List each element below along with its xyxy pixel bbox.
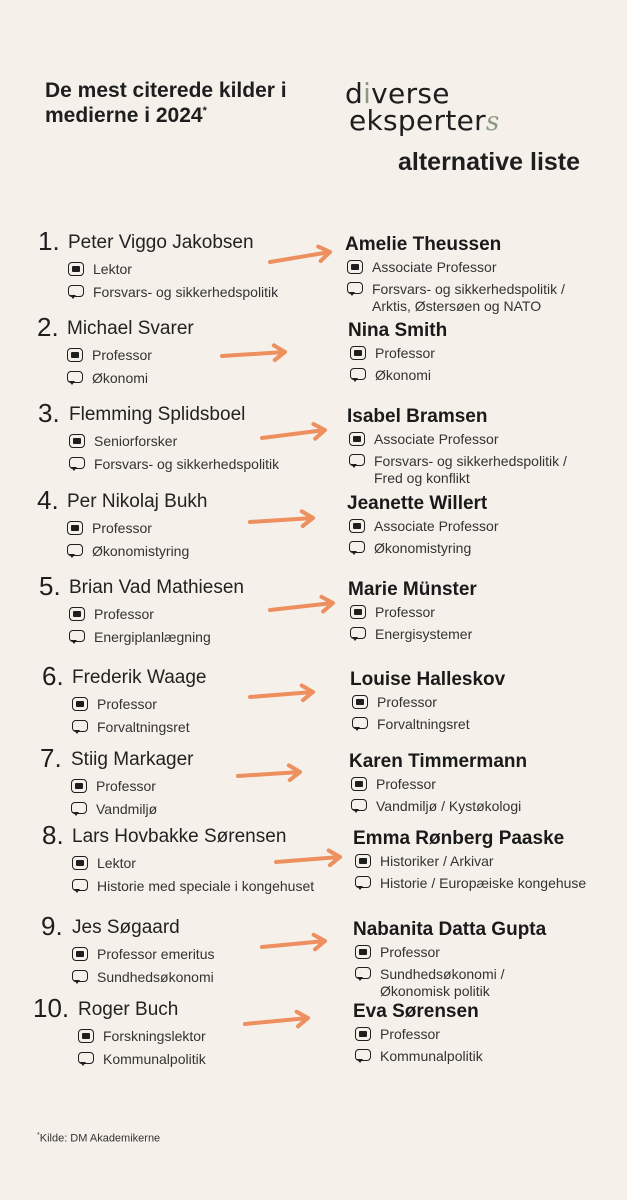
left-expert-name: Flemming Splidsboel [69,404,246,425]
rank-number: 3. [38,398,60,428]
arrow-right-icon [270,843,350,876]
right-expert-field [351,798,521,815]
right-expert-name: Marie Münster [348,579,477,600]
rank-number: 7. [40,743,62,773]
briefcase-icon [68,262,84,276]
speech-bubble-icon [78,1052,94,1066]
arrow-right-icon [256,927,335,961]
briefcase-icon [350,605,366,619]
right-expert-title-text: Associate Professor [374,431,499,447]
right-expert-title [347,259,497,276]
left-expert-title [72,696,157,713]
right-expert-field [349,540,471,557]
speech-bubble-icon [355,967,371,981]
right-expert-field-text: Sundhedsøkonomi / Økonomisk politik [380,966,505,999]
arrow-right-icon [264,589,343,624]
left-expert-field [72,969,214,986]
rank-number: 2. [37,312,59,342]
briefcase-icon [72,856,88,870]
left-expert-title [78,1028,206,1045]
left-expert-field-text: Kommunalpolitik [103,1051,206,1067]
rank-number: 5. [39,571,61,601]
left-expert-field-text: Forsvars- og sikkerhedspolitik [94,456,280,472]
left-expert-title [68,261,132,278]
briefcase-icon [349,432,365,446]
speech-bubble-icon [69,630,85,644]
right-expert-field-text: Økonomistyring [374,540,472,556]
right-expert-title-text: Professor [375,345,435,361]
left-expert-field-text: Sundhedsøkonomi [97,969,214,985]
right-expert-field-text: Historie / Europæiske kongehuse [380,875,587,891]
right-expert-title [349,431,499,448]
right-expert-field [349,453,567,487]
right-expert-field [355,1048,483,1065]
left-expert-name: Per Nikolaj Bukh [67,491,208,512]
right-expert-title-text: Historiker / Arkivar [380,853,494,869]
right-expert-field-text: Energisystemer [375,626,473,642]
right-expert-title-text: Professor [377,694,437,710]
right-expert-name: Karen Timmermann [349,751,528,772]
briefcase-icon [72,697,88,711]
right-expert-title [351,776,436,793]
speech-bubble-icon [350,627,366,641]
left-expert-title [69,433,177,450]
right-expert-field-text: Forvaltningsret [377,716,470,732]
arrow-right-icon [264,238,340,276]
left-expert-title [72,855,136,872]
briefcase-icon [355,1027,371,1041]
briefcase-icon [355,854,371,868]
speech-bubble-icon [355,1049,371,1063]
right-expert-title [349,518,499,535]
right-expert-title-text: Professor [380,944,440,960]
briefcase-icon [351,777,367,791]
left-expert-name: Michael Svarer [67,318,194,339]
right-expert-field-text: Vandmiljø / Kystøkologi [376,798,522,814]
right-expert-field [350,367,431,384]
left-expert-title [67,347,152,364]
right-expert-field-text: Forsvars- og sikkerhedspolitik / Arktis, Østersøen og NATO [372,281,565,314]
right-expert-title-text: Professor [376,776,436,792]
right-expert-title [350,604,435,621]
left-expert-name: Jes Søgaard [72,917,180,938]
left-expert-field [67,543,189,560]
right-expert-field-text: Økonomi [375,367,432,383]
briefcase-icon [352,695,368,709]
left-expert-title-text: Professor [92,520,152,536]
right-expert-field [355,966,505,1000]
speech-bubble-icon [72,879,88,893]
left-expert-field-text: Forsvars- og sikkerhedspolitik [93,284,279,300]
briefcase-icon [347,260,363,274]
left-expert-name: Frederik Waage [72,667,207,688]
speech-bubble-icon [349,541,365,555]
left-expert-field [72,719,190,736]
speech-bubble-icon [68,285,84,299]
footnote: *Kilde: DM Akademikerne [37,1132,161,1145]
rank-number: 6. [42,661,64,691]
right-expert-name: Eva Sørensen [353,1001,479,1022]
right-expert-title-text: Associate Professor [374,518,499,534]
right-expert-name: Amelie Theussen [345,234,502,255]
left-expert-field-text: Økonomi [92,370,149,386]
speech-bubble-icon [69,457,85,471]
left-expert-field [69,629,211,646]
speech-bubble-icon [349,454,365,468]
left-expert-title [67,520,152,537]
right-expert-title [350,345,435,362]
page-title: De mest citerede kilder i medierne i 2024* [45,79,287,127]
briefcase-icon [67,521,83,535]
arrow-right-icon [216,338,295,370]
left-expert-field [68,284,278,301]
right-expert-title [352,694,437,711]
arrow-right-icon [232,758,310,790]
left-expert-title-text: Lektor [93,261,132,277]
briefcase-icon [71,779,87,793]
left-expert-field [71,801,157,818]
briefcase-icon [349,519,365,533]
briefcase-icon [69,434,85,448]
briefcase-icon [69,607,85,621]
speech-bubble-icon [351,799,367,813]
briefcase-icon [72,947,88,961]
left-expert-field [78,1051,206,1068]
right-expert-name: Nabanita Datta Gupta [353,919,547,940]
arrow-right-icon [256,416,335,452]
left-expert-field-text: Energiplanlægning [94,629,211,645]
right-expert-field-text: Kommunalpolitik [380,1048,483,1064]
left-expert-title-text: Lektor [97,855,136,871]
left-expert-title-text: Seniorforsker [94,433,178,449]
right-expert-title [355,944,440,961]
logo: diverse eksperters [345,77,500,137]
right-expert-title [355,853,494,870]
left-expert-name: Stiig Markager [71,749,194,770]
title-footnote-mark: * [202,105,207,117]
left-expert-title-text: Professor emeritus [97,946,215,962]
left-expert-field-text: Vandmiljø [96,801,158,817]
arrow-right-icon [244,678,323,711]
right-expert-name: Jeanette Willert [347,493,488,514]
speech-bubble-icon [355,876,371,890]
speech-bubble-icon [72,970,88,984]
left-expert-title [71,778,156,795]
left-expert-field-text: Historie med speciale i kongehuset [97,878,315,894]
speech-bubble-icon [350,368,366,382]
briefcase-icon [67,348,83,362]
left-expert-title [72,946,214,963]
right-expert-title [355,1026,440,1043]
left-expert-field [72,878,314,895]
left-expert-field [69,456,279,473]
briefcase-icon [355,945,371,959]
rank-number: 1. [38,226,60,256]
arrow-right-icon [239,1004,318,1038]
rank-number: 8. [42,820,64,850]
right-expert-title-text: Professor [375,604,435,620]
briefcase-icon [78,1029,94,1043]
left-expert-name: Peter Viggo Jakobsen [68,232,254,253]
left-expert-title-text: Professor [94,606,154,622]
left-expert-field-text: Forvaltningsret [97,719,190,735]
right-expert-name: Isabel Bramsen [347,406,488,427]
right-expert-title-text: Professor [380,1026,440,1042]
left-expert-field-text: Økonomistyring [92,543,190,559]
right-expert-field-text: Forsvars- og sikkerhedspolitik / Fred og konflikt [374,453,567,486]
arrow-right-icon [244,504,323,536]
right-expert-field [355,875,586,892]
speech-bubble-icon [347,282,363,296]
left-expert-title-text: Professor [96,778,156,794]
rank-number: 9. [41,911,63,941]
rank-number: 10. [33,993,70,1023]
left-expert-title-text: Professor [92,347,152,363]
left-expert-title-text: Professor [97,696,157,712]
speech-bubble-icon [71,802,87,816]
left-expert-title-text: Forskningslektor [103,1028,206,1044]
left-expert-name: Roger Buch [78,999,179,1020]
alternative-list-title: alternative liste [398,148,581,176]
right-expert-field [350,626,472,643]
right-expert-field [347,281,565,315]
left-expert-name: Brian Vad Mathiesen [69,577,244,598]
right-expert-name: Nina Smith [348,320,448,341]
speech-bubble-icon [352,717,368,731]
speech-bubble-icon [67,544,83,558]
speech-bubble-icon [67,371,83,385]
left-expert-title [69,606,154,623]
rank-number: 4. [37,485,59,515]
right-expert-name: Emma Rønberg Paaske [353,828,565,849]
right-expert-title-text: Associate Professor [372,259,497,275]
right-expert-name: Louise Halleskov [350,669,506,690]
briefcase-icon [350,346,366,360]
speech-bubble-icon [72,720,88,734]
left-expert-name: Lars Hovbakke Sørensen [72,826,287,847]
left-expert-field [67,370,148,387]
right-expert-field [352,716,470,733]
